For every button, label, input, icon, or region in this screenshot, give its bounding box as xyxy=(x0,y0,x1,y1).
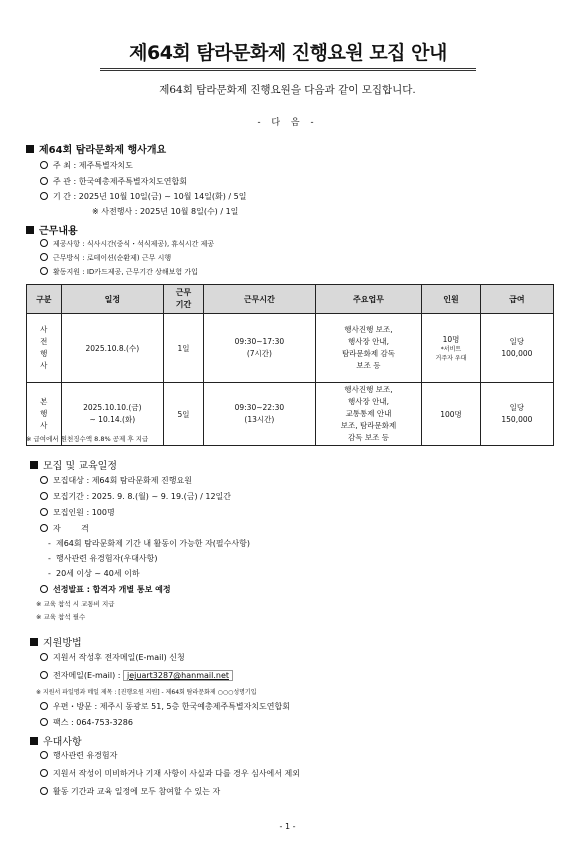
square-bullet-icon xyxy=(26,226,34,234)
square-bullet-icon xyxy=(30,461,38,469)
header-cell: 근무시간 xyxy=(203,285,315,314)
circle-bullet-icon xyxy=(40,476,48,484)
circle-bullet-icon xyxy=(40,239,48,247)
preference-heading: 우대사항 xyxy=(30,733,82,748)
overview-pre-event: ※ 사전행사 : 2025년 10월 8일(수) / 1일 xyxy=(92,207,239,216)
qual-item: - 제64회 탐라문화제 기간 내 활동이 가능한 자(필수사항) xyxy=(48,539,250,548)
work-item: 근무방식 : 로테이션(순환제) 근무 시행 xyxy=(40,253,171,263)
overview-host: 주 최 : 제주특별자치도 xyxy=(40,160,133,171)
preference-item: 활동 기간과 교육 일정에 모두 참여할 수 있는 자 xyxy=(40,786,220,797)
overview-period: 기 간 : 2025년 10월 10일(금) ~ 10월 14일(화) / 5일 xyxy=(40,191,246,202)
cell-hours: 09:30~22:30 (13시간) xyxy=(203,383,315,446)
recruit-count: 모집인원 : 100명 xyxy=(40,507,115,518)
cell-people xyxy=(422,314,481,383)
cell-type: 사 전 행 사 xyxy=(27,314,62,383)
header-cell: 인원 xyxy=(422,285,481,314)
people-count: 10명 xyxy=(442,334,460,344)
table-header-row xyxy=(27,285,554,314)
overview-heading: 제64회 탐라문화제 행사개요 xyxy=(26,141,166,156)
circle-bullet-icon xyxy=(40,653,48,661)
circle-bullet-icon xyxy=(40,492,48,500)
header-cell: 일정 xyxy=(61,285,163,314)
circle-bullet-icon xyxy=(40,267,48,275)
preference-item: 행사관련 유경험자 xyxy=(40,750,117,761)
work-item: 제공사항 : 식사시간(중식・석식제공), 휴식시간 제공 xyxy=(40,239,214,249)
work-item: 활동지원 : ID카드제공, 근무기간 상해보험 가입 xyxy=(40,267,198,277)
circle-bullet-icon xyxy=(40,508,48,516)
square-bullet-icon xyxy=(30,638,38,646)
recruit-target: 모집대상 : 제64회 탐라문화제 진행요원 xyxy=(40,475,192,486)
qual-item: - 행사관련 유경험자(우대사항) xyxy=(48,554,158,563)
cell-type: 본 행 사 xyxy=(27,383,62,446)
circle-bullet-icon xyxy=(40,671,48,679)
cell-date: 2025.10.10.(금) ~ 10.14.(화) xyxy=(61,383,163,446)
cell-hours: 09:30~17:30 (7시간) xyxy=(203,314,315,383)
circle-bullet-icon xyxy=(40,769,48,777)
header-cell: 근무 기간 xyxy=(164,285,204,314)
apply-method: 지원서 작성후 전자메일(E-mail) 신청 xyxy=(40,652,185,663)
recruit-heading: 모집 및 교육일정 xyxy=(30,457,117,472)
cell-date: 2025.10.8.(수) xyxy=(61,314,163,383)
header-cell: 급여 xyxy=(480,285,553,314)
apply-fax: 팩스 : 064-753-3286 xyxy=(40,717,133,728)
circle-bullet-icon xyxy=(40,751,48,759)
table-note: ※ 급여에서 원천징수액 8.8% 공제 후 지급 xyxy=(26,435,149,443)
circle-bullet-icon xyxy=(40,702,48,710)
circle-bullet-icon xyxy=(40,253,48,261)
circle-bullet-icon xyxy=(40,524,48,532)
apply-heading: 지원방법 xyxy=(30,634,82,649)
edu-note: ※ 교육 참석 시 교통비 지급 xyxy=(36,600,115,608)
qual-item: - 20세 이상 ~ 40세 이하 xyxy=(48,569,140,578)
apply-subject-note: ※ 지원서 파일명과 메일 제목 : [진행요원 지원] - 제64회 탐라문화제 ○○○성명기입 xyxy=(36,689,257,696)
header-cell: 주요업무 xyxy=(315,285,421,314)
intro-text: 제64회 탐라문화제 진행요원을 다음과 같이 모집합니다. xyxy=(159,84,416,96)
overview-organizer: 주 관 : 한국예총제주특별자치도연합회 xyxy=(40,176,187,187)
cell-duties: 행사진행 보조, 행사장 안내, 교통통제 안내 보조, 탐라문화제 감독 보조 등 xyxy=(315,383,421,446)
circle-bullet-icon xyxy=(40,177,48,185)
apply-email-line: 전자메일(E-mail) : jejuart3287@hanmail.net xyxy=(40,670,233,681)
cell-people xyxy=(422,383,481,446)
circle-bullet-icon xyxy=(40,192,48,200)
schedule-table xyxy=(26,284,554,446)
cell-pay: 일당 150,000 xyxy=(480,383,553,446)
people-note: *서비트 거주자 우대 xyxy=(435,345,467,362)
cell-days: 5일 xyxy=(164,383,204,446)
square-bullet-icon xyxy=(30,737,38,745)
recruit-announce: 선정발표 : 합격자 개별 통보 예정 xyxy=(40,584,171,595)
title-block xyxy=(100,40,476,71)
circle-bullet-icon xyxy=(40,718,48,726)
apply-visit: 우편・방문 : 제주시 동광로 51, 5층 한국예총제주특별자치도연합회 xyxy=(40,701,290,712)
cell-days: 1일 xyxy=(164,314,204,383)
circle-bullet-icon xyxy=(40,787,48,795)
table-row xyxy=(27,314,554,383)
page-number: - 1 - xyxy=(279,822,296,831)
preference-item: 지원서 작성이 미비하거나 기재 사항이 사실과 다를 경우 심사에서 제외 xyxy=(40,768,300,779)
square-bullet-icon xyxy=(26,145,34,153)
dadum-label: - 다 음 - xyxy=(257,118,318,128)
cell-duties: 행사진행 보조, 행사장 안내, 탐라문화제 감독 보조 등 xyxy=(315,314,421,383)
circle-bullet-icon xyxy=(40,585,48,593)
header-cell: 구분 xyxy=(27,285,62,314)
email-link[interactable]: jejuart3287@hanmail.net xyxy=(127,671,230,680)
page-title: 제64회 탐라문화제 진행요원 모집 안내 xyxy=(129,42,447,64)
circle-bullet-icon xyxy=(40,161,48,169)
people-count: 100명 xyxy=(440,409,462,419)
recruit-period: 모집기간 : 2025. 9. 8.(월) ~ 9. 19.(금) / 12일간 xyxy=(40,491,231,502)
work-heading: 근무내용 xyxy=(26,222,78,237)
cell-pay: 일당 100,000 xyxy=(480,314,553,383)
edu-note: ※ 교육 참석 필수 xyxy=(36,613,86,621)
recruit-qual-label: 자 격 xyxy=(40,523,89,534)
